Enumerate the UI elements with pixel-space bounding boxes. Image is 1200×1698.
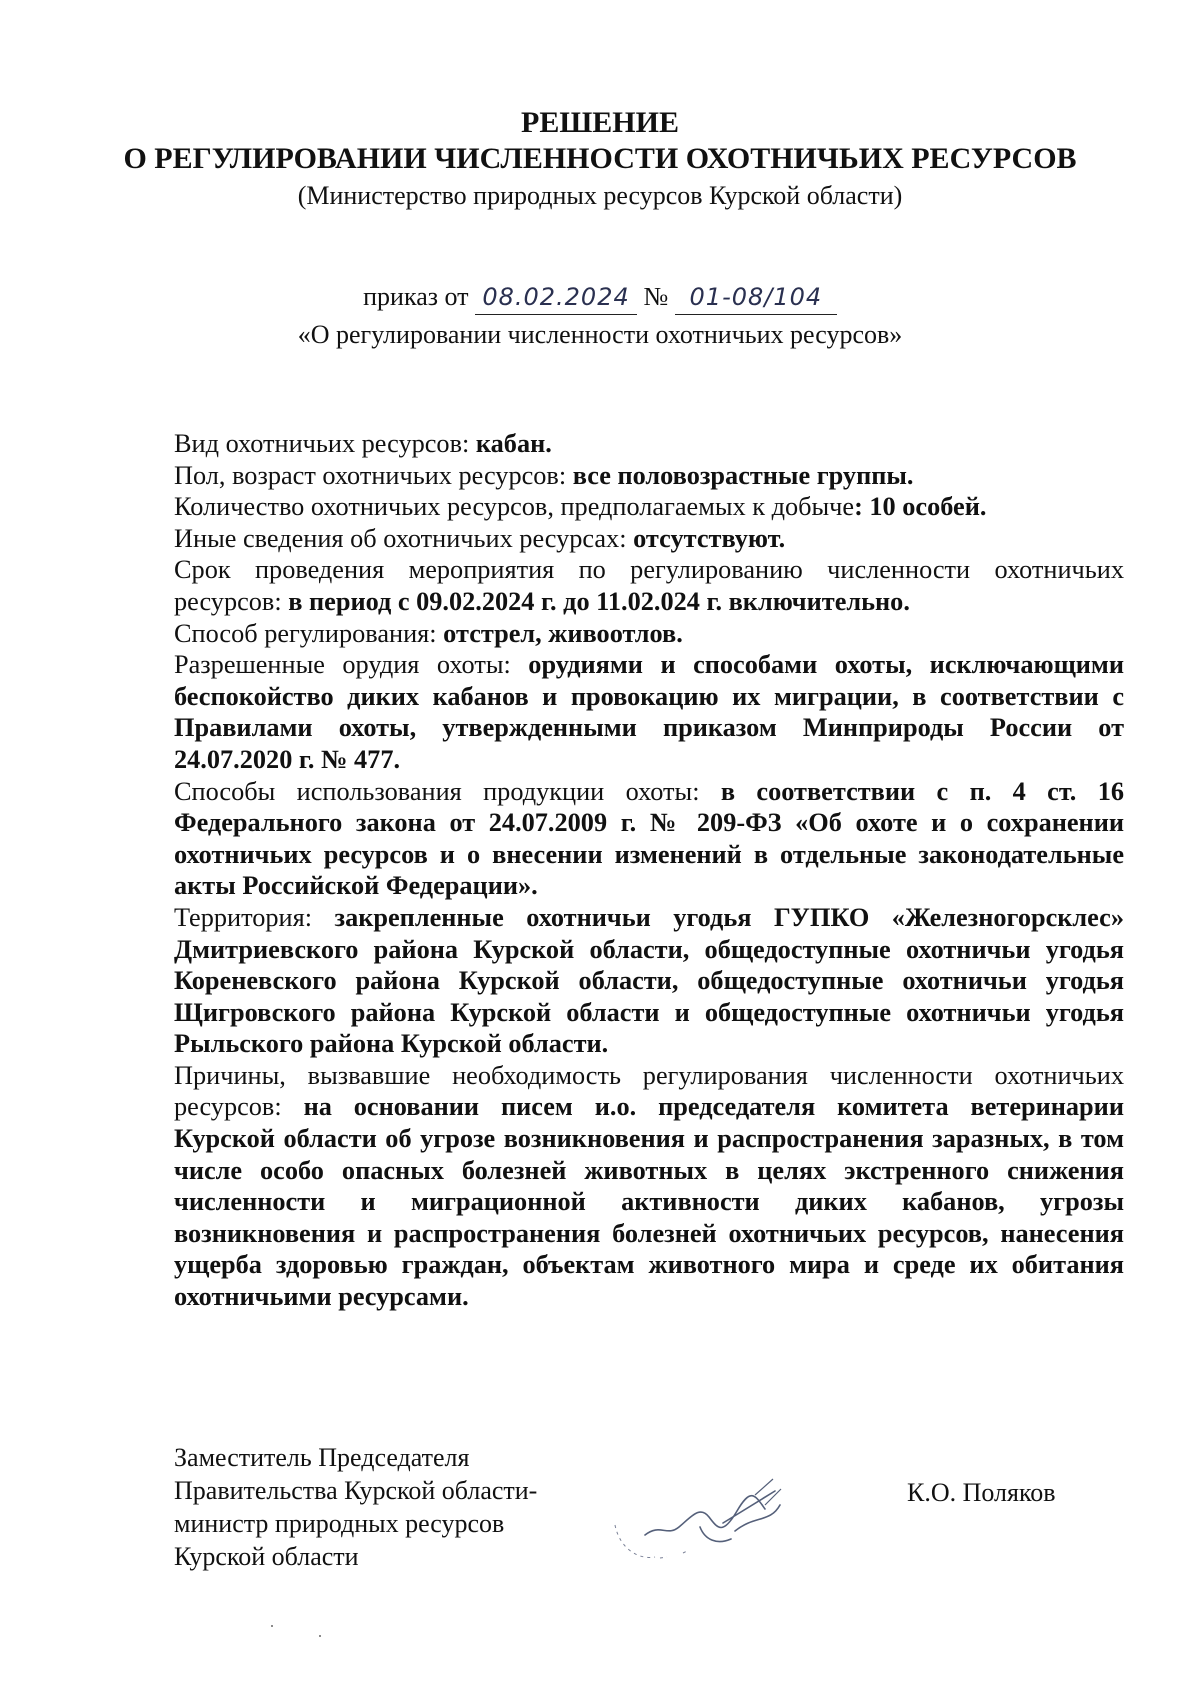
order-date: 08.02.2024 <box>475 280 637 315</box>
position-line-2: Правительства Курской области- <box>174 1476 538 1505</box>
method-label: Способ регулирования: <box>174 618 437 648</box>
signatory-name: К.О. Поляков <box>907 1478 1056 1507</box>
position-line-3: министр природных ресурсов <box>174 1509 505 1538</box>
reasons-value: на основании писем и.о. председателя комитета ветеринарии Курской области об угрозе возникновения и распространения заразных, в том числе особо опасных болезней животных в целях экстренного снижения численности и миграционной активности диких кабанов, угрозы возникновения и распространения болезней охотничьих ресурсов, нанесения ущерба здоровью граждан, объектам животного мира и среде их обитания охотничьими ресурсами. <box>174 1092 1124 1312</box>
territory-label: Территория: <box>174 902 313 932</box>
scan-marks <box>268 1620 328 1640</box>
position-line-4: Курской области <box>174 1542 359 1571</box>
document-title: РЕШЕНИЕ <box>521 106 679 139</box>
usage-row <box>174 776 1124 902</box>
signatory-position <box>174 1441 604 1573</box>
sex-age-value: все половозрастные группы. <box>572 460 914 490</box>
usage-value: в соответствии с п. 4 ст. 16 Федерального закона от 24.07.2009 г. № 209-ФЗ «Об охоте и о сохранении охотничьих ресурсов и о внесении изменений в отдельные законодательные акты Российской Федерации». <box>174 776 1125 901</box>
species-value: кабан. <box>475 429 552 458</box>
period-value: в период с 09.02.2024 г. до 11.02.024 г. включительно. <box>288 586 910 616</box>
quantity-row <box>174 491 1124 523</box>
handwritten-signature <box>605 1465 825 1575</box>
method-value: отстрел, живоотлов. <box>443 618 683 648</box>
territory-row <box>174 902 1124 1060</box>
sex-age-row <box>174 460 1124 492</box>
reasons-row <box>174 1060 1124 1313</box>
tools-label: Разрешенные орудия охоты: <box>174 650 511 680</box>
issuing-authority: (Министерство природных ресурсов Курской области) <box>297 181 903 210</box>
quantity-label: Количество охотничьих ресурсов, предполагаемых к добыче <box>174 492 855 522</box>
other-info-label: Иные сведения об охотничьих ресурсах: <box>174 523 627 553</box>
decision-body <box>174 428 1124 1313</box>
other-info-row <box>174 523 1124 555</box>
tools-value: орудиями и способами охоты, исключающими беспокойство диких кабанов и провокацию их миграции, в соответствии с Правилами охоты, утвержденными приказом Минприроды России от 24.07.2020 г. № 477. <box>174 650 1124 774</box>
other-info-value: отсутствуют. <box>633 523 786 553</box>
order-title: «О регулировании численности охотничьих ресурсов» <box>297 320 903 349</box>
period-label: Срок проведения мероприятия по регулированию численности охотничьих ресурсов: <box>174 555 1124 616</box>
tools-row <box>174 649 1124 775</box>
reasons-label: Причины, вызвавшие необходимость регулирования численности охотничьих ресурсов: <box>174 1060 1124 1122</box>
order-number-sign: № <box>643 282 669 311</box>
usage-label: Способы использования продукции охоты: <box>174 776 700 806</box>
quantity-value: : 10 особей. <box>854 492 987 522</box>
position-line-1: Заместитель Председателя <box>174 1443 470 1472</box>
territory-value: закрепленные охотничьи угодья ГУПКО «Железногорсклес» Дмитриевского района Курской области, общедоступные охотничьи угодья Кореневского района Курской области, общедоступные охотничьи угодья Щигровского района Курской области и общедоступные охотничьи угодья Рыльского района Курской области. <box>174 902 1124 1059</box>
method-row <box>174 618 1124 650</box>
order-prefix: приказ от <box>363 282 469 311</box>
species-label: Вид охотничьих ресурсов: <box>174 429 470 458</box>
period-row <box>174 554 1124 617</box>
order-number: 01-08/104 <box>675 280 837 315</box>
document-heading: О РЕГУЛИРОВАНИИ ЧИСЛЕННОСТИ ОХОТНИЧЬИХ РЕСУРСОВ <box>123 142 1077 175</box>
order-reference <box>0 280 1200 315</box>
sex-age-label: Пол, возраст охотничьих ресурсов: <box>174 460 567 490</box>
species-row <box>174 428 1124 460</box>
